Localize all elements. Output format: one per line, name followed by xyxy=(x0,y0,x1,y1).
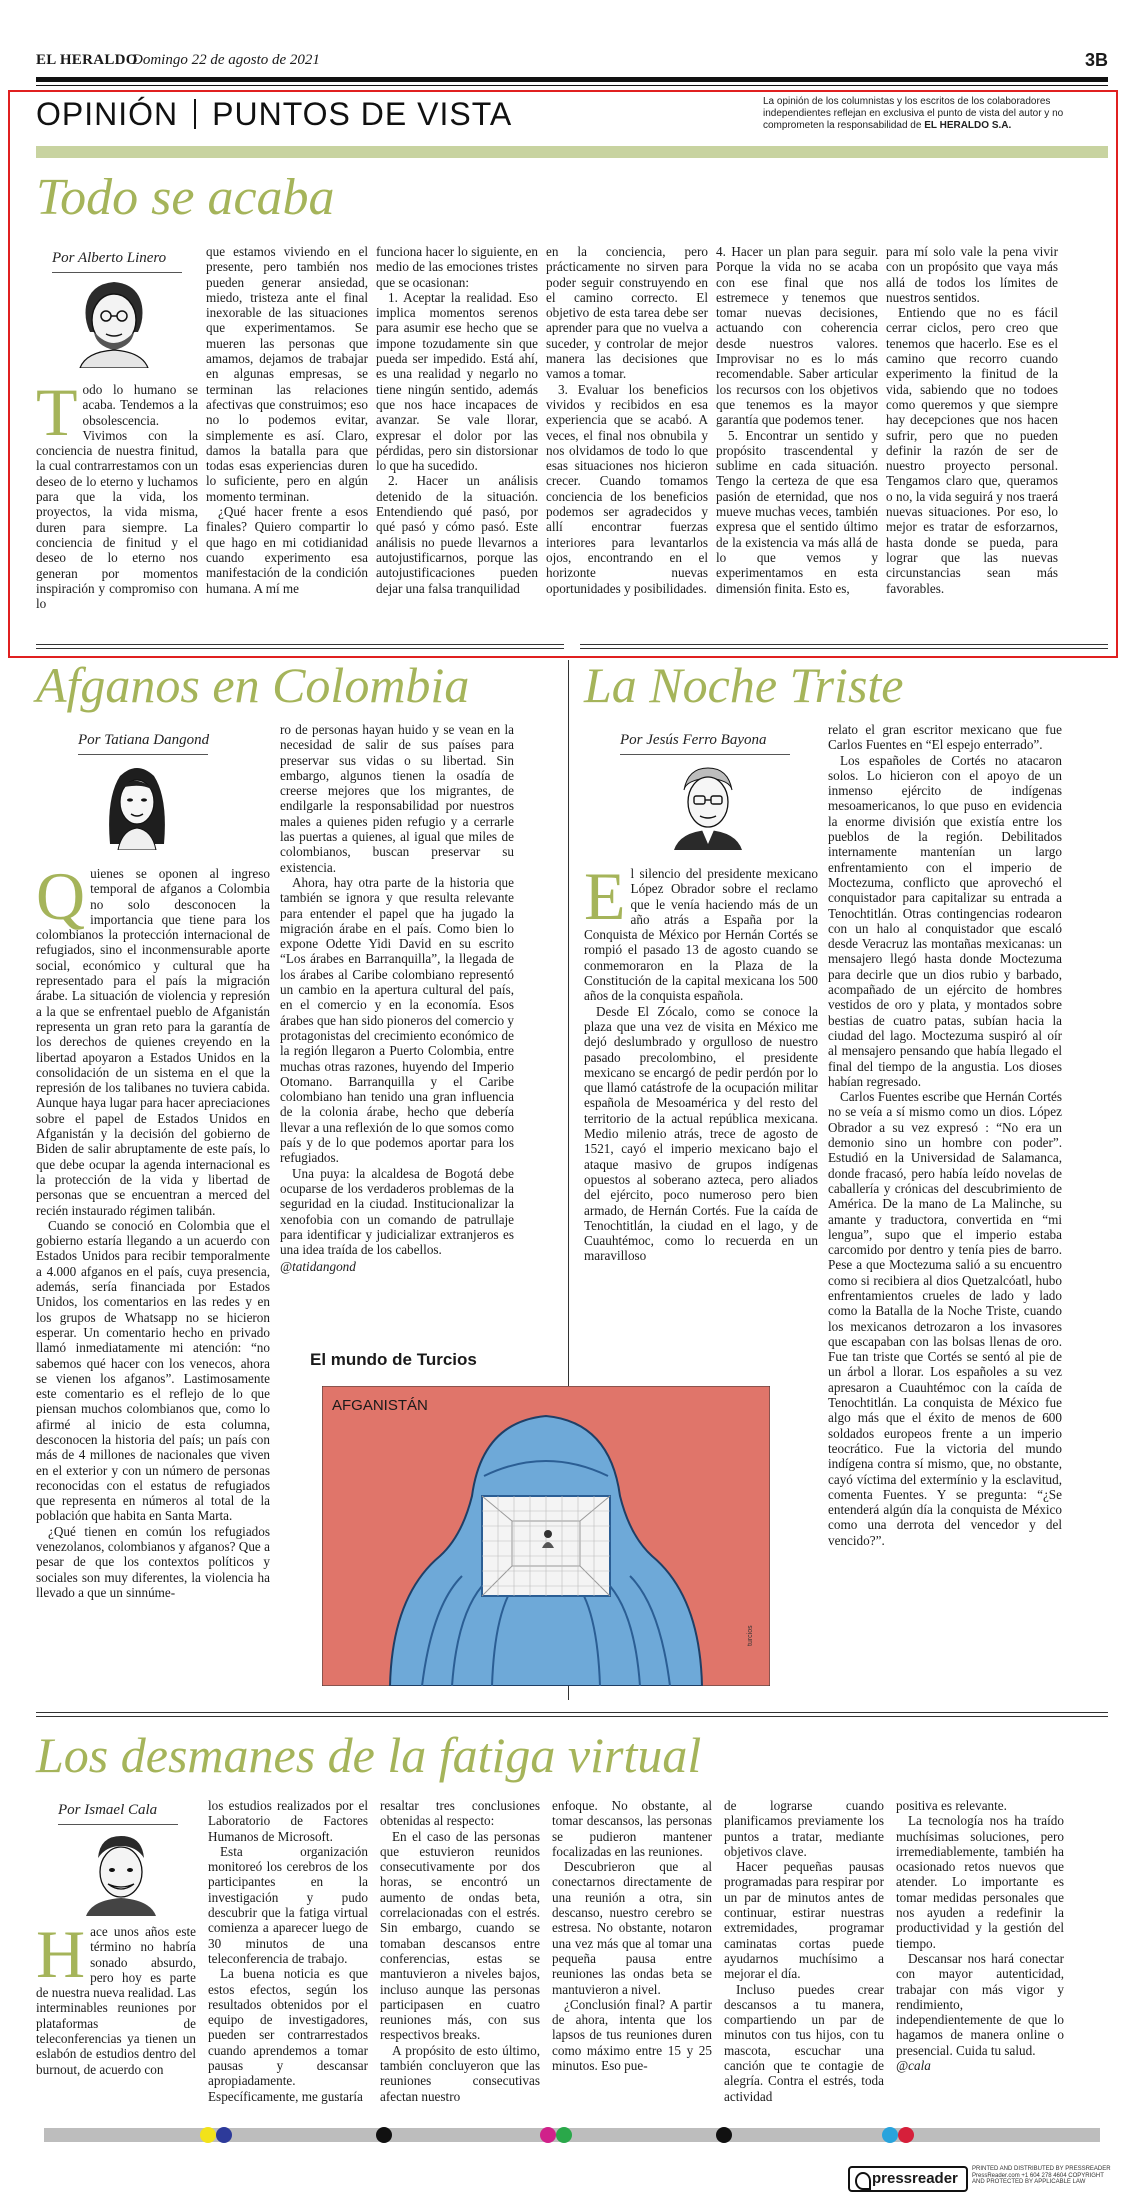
registration-dot-red xyxy=(898,2127,914,2143)
article1-paragraph: funciona hacer lo siguiente, en medio de las emociones tristes que se ocasionan: xyxy=(376,244,538,290)
article4-paragraph: Incluso puedes crear descansos a tu manera, compartiendo un par de minutos con tus hijos, con tu mascota, escuchar una canción que te contagie de alegría. Contra el estrés, toda actividad xyxy=(724,1981,884,2104)
author-handle[interactable]: @tatidangond xyxy=(280,1259,356,1275)
pressreader-logo[interactable] xyxy=(848,2166,1111,2192)
article2-paragraph: uienes se oponen al ingreso temporal de afganos a Colombia no solo desconocen la importancia que tiene para los colombianos la protección internacional de refugiados, sino el inconmensurable aporte social, económico y cultural que ha representado para el país la migración árabe. La situación de violencia y represión a la que se enfrentael pueblo de Afganistán representa un gran reto para la garantía de los derechos de quienes creyendo en la libertad apoyaron a Estados Unidos en la consolidación de un sistema en el que la represión de los talibanes no tuviera cabida. Aunque haya lugar para hacer apreciaciones sobre el papel de Estados Unidos en Afganistán y la decisión del gobierno de Biden de salir abruptamente de este país, lo que debe ocupar la agenda internacional es la protección de la vida y libertad de personas que se encuentran a merced del recién instaurado régimen talibán. xyxy=(36,866,270,1218)
disclaimer-text: La opinión de los columnistas y los escritos de los colaboradores independientes reflejan en exclusiva el punto de vista del autor y no comprometen la responsabilidad de xyxy=(763,96,1064,131)
article4-paragraph: positiva es relevante. xyxy=(896,1798,1007,1813)
masthead xyxy=(36,48,1108,76)
section-title-puntos: PUNTOS DE VISTA xyxy=(212,96,513,132)
byline-rule xyxy=(620,754,790,755)
headline-afganos-en-colombia: Afganos en Colombia xyxy=(36,657,470,713)
cartoon-caption: AFGANISTÁN xyxy=(332,1397,428,1414)
dropcap-q: Q xyxy=(36,866,86,934)
article4-paragraph: resaltar tres conclusiones obtenidas al respecto: xyxy=(380,1798,540,1829)
article2-paragraph: Cuando se conoció en Colombia que el gobierno estaría llegando a un acuerdo con Estados Unidos para recibir temporalmente a 4.000 afganos en el país, cuya presencia, además, sería financiada por Estados Unidos, los comentarios en las redes y en los grupos de Whatsapp no se hicieron esperar. Un comentario hecho en privado llamó inmediatamente mi atención: “no sabemos qué hacer con los venecos, ahora se vienen los afganos”. Lastimosamente este comentario es el reflejo de lo que piensan muchos colombianos que, como lo afirmé al inicio de esta columna, desconocen la historia del país; un país con más de 4 millones de nacionales que viven en el exterior y con un número de personas reconocidas con el estatus de refugiados que representa en números al total de la población que habita en Santa Marta. xyxy=(36,1217,270,1524)
byline-alberto-linero: Por Alberto Linero xyxy=(52,250,167,266)
byline-rule xyxy=(58,1824,178,1825)
article1-paragraph: 3. Evaluar los beneficios vividos y recibidos en esa experiencia que se acabó. A veces, el final nos obnubila y nos olvidamos de todo lo que esas situaciones nos hicieron crecer. Cuando tomamos conciencia de los beneficios podemos ser agradecidos y allí encontrar fuerzas interiores para levantarlos ojos, encontrando en el horizonte nuevas oportunidades y posibilidades. xyxy=(546,381,708,596)
registration-dot-black xyxy=(376,2127,392,2143)
author-portrait-dangond xyxy=(100,758,174,850)
masthead-thin-rule xyxy=(36,85,1108,86)
author-handle[interactable]: @cala xyxy=(896,2058,931,2074)
section-title-opinion: OPINIÓN xyxy=(36,96,179,132)
article1-paragraph: Entiendo que no es fácil cerrar ciclos, pero creo que tenemos que hacerlo. Ese es el camino que recorro cuando experimento la finitud de la vida, sabiendo que no todoes como queremos y que siempre hay decepciones que nos hacen sufrir, pero que no pueden definir la razón de ser de nuestro proyecto personal. Tengamos claro que, queramos o no, la vida seguirá y nos traerá nuevas situaciones. Por eso, lo mejor es tratar de esforzarnos, hasta donde se pueda, para lograr que las nuevas circunstancias sean más favorables. xyxy=(886,305,1058,596)
article1-paragraph: para mí solo vale la pena vivir con un propósito que vaya más allá de todos los límites de nuestros sentidos. xyxy=(886,244,1058,305)
printer-color-bar xyxy=(44,2128,1100,2142)
byline-jesus-ferro-bayona: Por Jesús Ferro Bayona xyxy=(620,732,767,748)
article4-column-5 xyxy=(724,1798,884,2124)
article4-column-3 xyxy=(380,1798,540,2124)
article1-paragraph: en la conciencia, pero prácticamente no sirven para poder seguir construyendo en el camino correcto. El objetivo de esta tarea debe ser aprender para que no vuelva a suceder, y controlar de mejor manera las decisiones que vamos a tomar. xyxy=(546,244,708,382)
article4-paragraph: Descubrieron que al conectarnos directamente de una reunión a otra, sin descanso, nuestro cerebro se estresa. No obstante, notaron una vez más que al tomar una pequeña pausa entre reuniones las ondas beta se mantuvieron a nivel. xyxy=(552,1859,712,1997)
article2-paragraph: ro de personas hayan huido y se vean en la necesidad de salir de sus países para preservar sus vidas o su libertad. Sin embargo, algunos tienen la osadía de creerse mejores que los migrantes, de endilgarle la responsabilidad por nuestros males a quienes piden refugio y a cerrarle las puertas a quienes, al igual que miles de colombianos, buscan preservar su existencia. xyxy=(280,722,514,875)
headline-la-noche-triste: La Noche Triste xyxy=(584,657,904,713)
article3-paragraph: Desde El Zócalo, como se conoce la plaza que una vez de visita en México me dejó deslumbrado y orgulloso de nuestro pasado precolombino, el presidente mexicano se encargó de pedir perdón por lo que llamó catástrofe de la ocupación militar española de Mesoamérica y del resto del territorio de la actual república mexicana. Medio milenio atrás, trece de agosto de 1521, cayó el imperio mexicano bajo el ataque masivo de grupos indígenas opuestos al soberano azteca, pero aliados del ejército, poco numeroso pero bien armado, de Hernán Cortés. Fue la caída de Tenochtitlán, la ciudad en el lago, y de Cuauhtémoc, como lo recuerda en un maravilloso xyxy=(584,1003,818,1264)
article2-column-1 xyxy=(36,866,270,1690)
article4-column-6 xyxy=(896,1798,1064,2124)
author-portrait-ferro-bayona xyxy=(668,758,748,850)
dropcap-t: T xyxy=(36,382,78,450)
article4-paragraph: los estudios realizados por el Laboratorio de Factores Humanos de Microsoft. xyxy=(208,1798,368,1844)
article4-column-1 xyxy=(36,1924,196,2124)
page-number: 3B xyxy=(1084,50,1108,70)
disclaimer-company: EL HERALDO S.A. xyxy=(924,120,1012,131)
article1-paragraph: 5. Encontrar un sentido y propósito trascendental y sublime en cada situación. Tengo la certeza de que esa pasión de eternidad, que nos mueve muchas veces, también expresa que el sentido último de la existencia va más allá de lo que vemos y experimentamos en esta dimensión finita. Esto es, xyxy=(716,427,878,596)
article3-paragraph: Carlos Fuentes escribe que Hernán Cortés no se veía a sí mismo como un dios. López Obrador a su vez expresó : “No era un demonio sino un hombre con poder”. Estudió en la Universidad de Salamanca, donde fracasó, pero había leído novelas de caballería y crónicas del descubrimiento de América. De la mano de La Malinche, su amante y traductora, convertida en “mi lengua”, supo que el imperio estaba carcomido por dentro y tenía pies de barro. Pese a que Moctezuma salió a su encuentro como si recibiera al dios Quetzalcóatl, hubo enfrentamientos crueles de lado y lado como la Batalla de la Noche Triste, cuando los mexicanos detrozaron a los invasores que escapaban con las bolsas llenas de oro. Fue tan triste que Cortés se sentó al pie de un árbol a llorar. Los españoles a su vez apresaron a Cuauhtémoc con la caída de Tenochtitlán. La conquista de México fue algo más que el éxito de menos de 600 soldados europeos frente a un imperio teocrático. Fue la victoria del mundo indígena contra sí mismo, que, no obstante, cayó víctima del extermínio y la esclavitud, comenta Fuentes. Y se pregunta: “¿Se entenderá algún día la conquista de México como una derrota del vencedor y del vencido?”. xyxy=(828,1089,1062,1548)
section-divider-bottom xyxy=(36,1712,1108,1717)
cartoon-title: El mundo de Turcios xyxy=(310,1350,477,1369)
article1-paragraph: 4. Hacer un plan para seguir. Porque la vida no se acaba con ese final que nos estremece y tenemos que tomar nuevas decisiones, actuando con coherencia desde nuestros valores. Improvisar no es lo más recomendable. Saber articular los recursos con los objetivos que tenemos es la mayor garantía que podemos tener. xyxy=(716,244,878,428)
article3-column-2 xyxy=(828,722,1062,1688)
article4-paragraph: Hacer pequeñas pausas programadas para respirar por un par de minutos antes de continuar, estirar nuestras extremidades, programar caminatas cortas puede ayudarnos muchísimo a mejorar el día. xyxy=(724,1859,884,1982)
article4-paragraph: En el caso de las personas que estuvieron reunidos consecutivamente por dos horas, se encontró un aumento de ondas beta, correlacionadas con el estrés. Sin embargo, cuando se tomaban descansos entre conferencias, estas se mantuvieron a niveles bajos, incluso aunque las personas participasen en cuatro reuniones más, con sus respectivos breaks. xyxy=(380,1828,540,2043)
registration-dot-magenta xyxy=(540,2127,556,2143)
article1-paragraph: 1. Aceptar la realidad. Eso implica momentos serenos para asumir ese hecho que se impone tozudamente sin que pueda ser impedido. Está ahí, es una realidad y negarlo no tiene ningún sentido, además que nos hace incapaces de avanzar. Se vale llorar, expresar el dolor por las pérdidas, pero sin distorsionar lo que ha sucedido. xyxy=(376,289,538,474)
article4-paragraph: Esta organización monitoreó los cerebros de los participantes en la investigación y pudo descubrir que la fatiga virtual comienza a aparecer luego de 30 minutos de una teleconferencia de trabajo. xyxy=(208,1843,368,1966)
article3-paragraph: Los españoles de Cortés no atacaron solos. Lo hicieron con el apoyo de un inmenso ejército de indígenas mesoamericanos, lo que puso en evidencia la enorme división que existía entre los pueblos de la región. Debilitados internamente mantenían un largo enfrentamiento con el imperio de Moctezuma, conflicto que aprovechó el conquistador para capitalizar su entrada a Tenochtitlán. Otras contingencias rodearon con un halo al conquistador que escaló desde Veracruz las montañas mexicanas: un mensajero llegó hasta donde Moctezuma para decirle que un dios rubio y barbado, acompañado de un ejército de hombres vestidos de oro y plata, y montados sobre bestias de cuatro patas, subían hacia la ciudad del lago. Moctezuma suspiró al oír al mensajero pensando que había llegado el final del tiempo de la angustia. Los dioses habían regresado. xyxy=(828,752,1062,1089)
article3-column-1 xyxy=(584,866,818,1344)
article4-paragraph: ¿Conclusión final? A partir de ahora, intenta que los lapsos de tus reuniones duren como máximo entre 15 y 25 minutos. Eso pue- xyxy=(552,1996,712,2074)
article2-paragraph: Una puya: la alcaldesa de Bogotá debe ocuparse de los verdaderos problemas de la seguridad en la ciudad. Institucionalizar la xenofobia con un comando de patrullaje para identificar y judicializar extranjeros es una idea traída de los cabellos. xyxy=(280,1165,514,1258)
byline-tatiana-dangond: Por Tatiana Dangond xyxy=(78,732,210,748)
dropcap-e: E xyxy=(584,866,626,934)
section-divider-left xyxy=(36,644,564,649)
registration-dot-blue xyxy=(216,2127,232,2143)
registration-dot-black xyxy=(716,2127,732,2143)
registration-dot-yellow xyxy=(200,2127,216,2143)
byline-ismael-cala: Por Ismael Cala xyxy=(58,1802,158,1818)
article4-paragraph: Descansar nos hará conectar con mayor autenticidad, trabajar con más vigor y rendimiento, independientemente de que lo hagamos de manera online o presencial. Cuida tu salud. xyxy=(896,1950,1064,2058)
article4-paragraph: A propósito de esto último, también concluyeron que las reuniones consecutivas afectan nuestro xyxy=(380,2042,540,2104)
article4-paragraph: La buena noticia es que estos efectos, según los resultados obtenidos por el equipo de investigadores, pueden ser contrarrestados cuando aprendemos a tomar pausas y descansar apropiadamente. Específicamente, me gustaría xyxy=(208,1966,368,2104)
byline-rule xyxy=(78,754,208,755)
headline-fatiga-virtual: Los desmanes de la fatiga virtual xyxy=(36,1727,702,1783)
article4-column-2 xyxy=(208,1798,368,2124)
article3-paragraph: l silencio del presidente mexicano López Obrador sobre el reclamo que le venía haciendo más de un año atrás a España por la Conquista de México por Hernán Cortés se rompió el pasado 13 de agosto cuando se conmemoraron en la Plaza de la Constitución de la capital mexicana los 500 años de la conquista española. xyxy=(584,866,818,1004)
article2-paragraph: ¿Qué tienen en común los refugiados venezolanos, colombianos y afganos? Que a pesar de que los contextos políticos y sociales son muy diferentes, la violencia ha llevado a que un sinnúme- xyxy=(36,1523,270,1600)
issue-date: Domingo 22 de agosto de 2021 xyxy=(132,52,320,68)
highlight-box xyxy=(8,90,1118,658)
article4-column-4 xyxy=(552,1798,712,2124)
cartoon-illustration xyxy=(322,1386,770,1686)
article4-paragraph: enfoque. No obstante, al tomar descansos, las personas se pudieron mantener focalizadas en las reuniones. xyxy=(552,1798,712,1859)
article1-paragraph: odo lo humano se acaba. Tendemos a la obsolescencia. Vivimos con la conciencia de nuestra finitud, la cual contrarrestamos con un deseo de lo eterno y luchamos para que la vida, los proyectos, la vida misma, duren para siempre. La conciencia de finitud y el deseo de lo eterno nos generan por momentos inspiración y compromiso con lo xyxy=(36,382,198,612)
registration-dot-cyan xyxy=(882,2127,898,2143)
article4-paragraph: ace unos años este término no habría sonado absurdo, pero hoy es parte de nuestra nueva realidad. Las interminables reuniones por plataformas de teleconferencias ya tienen un eslabón de estudios dentro del burnout, de acuerdo con xyxy=(36,1924,196,2077)
author-portrait-cala xyxy=(80,1828,162,1916)
pressreader-badge: pressreader xyxy=(848,2166,968,2192)
article4-paragraph: La tecnología nos ha traído muchísimas soluciones, pero irremediablemente, también ha ocasionado retos nuevos que atender. Lo importante es tomar medidas personales que nos ayuden a redefinir la productividad y la gestión del tiempo. xyxy=(896,1813,1064,1951)
article1-paragraph: 2. Hacer un análisis detenido de la situación. Entendiendo qué pasó, por qué pasó y cómo pasó. Este análisis no puede llevarnos a autojustificarnos, porque las autojustificaciones pueden dejar una falsa tranquilidad xyxy=(376,473,538,596)
publication-name: EL HERALDO xyxy=(36,52,138,68)
article1-paragraph: ¿Qué hacer frente a esos finales? Quiero compartir lo que hago en mi cotidianidad cuando experimento esa manifestación de la condición humana. A mí me xyxy=(206,504,368,596)
article1-paragraph: que estamos viviendo en el presente, pero también nos pueden generar ansiedad, miedo, tristeza ante el final inexorable de las situaciones que experimentamos. Se mueren las personas que amamos, dejamos de trabajar en algunas empresas, se terminan las relaciones afectivas que construimos; eso no lo podemos evitar, simplemente es así. Claro, damos la batalla para que todas esas experiencias duren lo suficiente, pero en algún momento terminan. xyxy=(206,244,368,504)
article3-paragraph: relato el gran escritor mexicano que fue Carlos Fuentes en “El espejo enterrado”. xyxy=(828,722,1062,753)
cartoon-signature: turcios xyxy=(747,1625,754,1646)
headline-todo-se-acaba: Todo se acaba xyxy=(36,169,335,226)
article2-column-2 xyxy=(280,722,514,1310)
section-divider-right xyxy=(580,644,1108,649)
article4-paragraph: de lograrse cuando planificamos previamente los puntos a tratar, mediante objetivos clave. xyxy=(724,1798,884,1859)
article2-paragraph: Ahora, hay otra parte de la historia que también se ignora y que resulta relevante para entender el papel que ha jugado la migración árabe en el país. Como bien lo expone Odette Yidi David en su escrito “Los árabes en Barranquilla”, la llegada de los árabes al Caribe colombiano representó un cambio en la apertura cultural del país, en el comercio y en la economía. Esos árabes que han sido pioneros del comercio y protagonistas del crecimiento económico de la región llegaron a Puerto Colombia, entre muchas otras razones, huyendo del Imperio Otomano. Barranquilla y el Caribe colombiano han tenido una gran influencia de la colonia árabe, hecho que debería llevar a una reflexión de lo que somos como país y de lo que podemos aportar para los refugiados. xyxy=(280,874,514,1166)
dropcap-h: H xyxy=(36,1924,86,1992)
masthead-rule xyxy=(36,77,1108,82)
pressreader-fine-print: PRINTED AND DISTRIBUTED BY PRESSREADER PressReader.com +1 604 278 4604 COPYRIGHT AND PROTECTED BY APPLICABLE LAW xyxy=(972,2166,1111,2185)
registration-dot-green xyxy=(556,2127,572,2143)
